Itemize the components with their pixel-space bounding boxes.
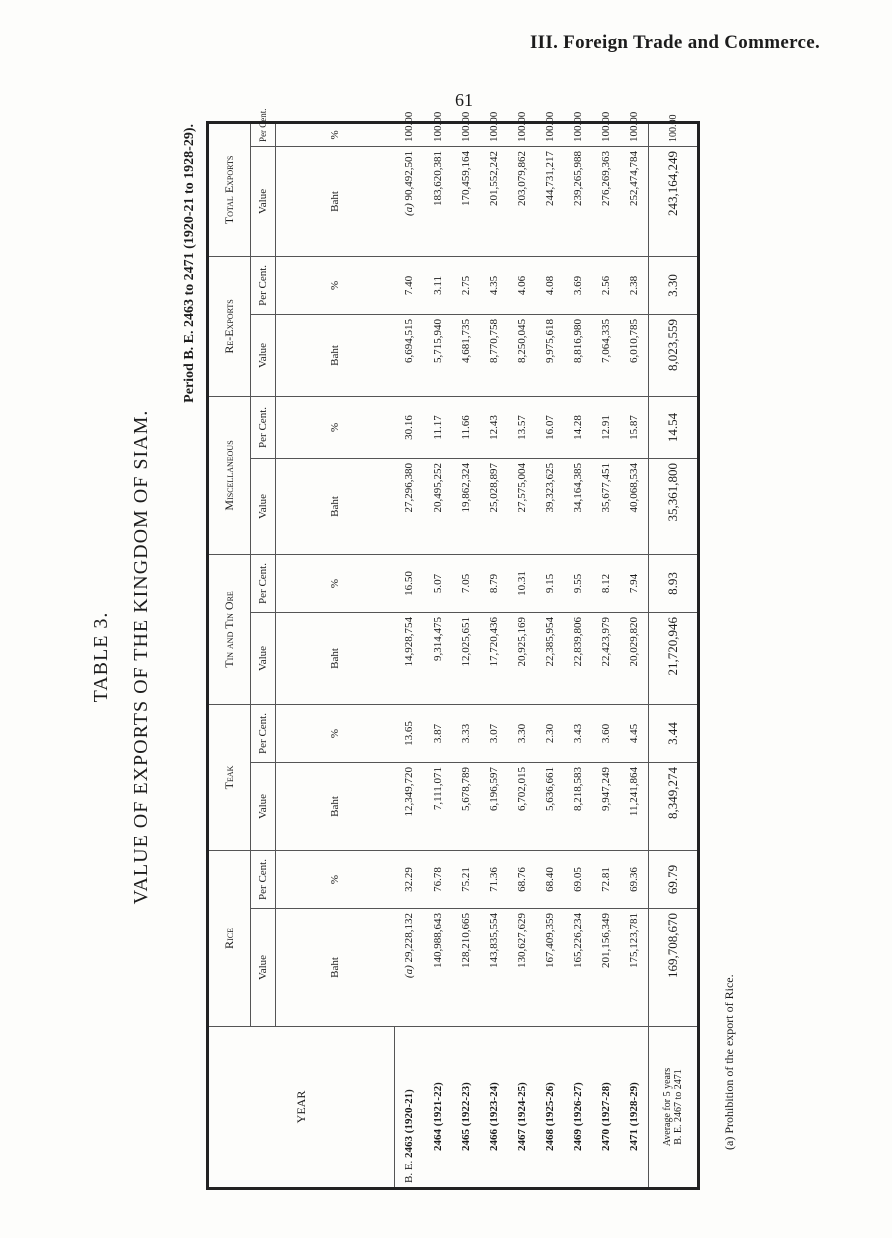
- misc-percent: 14.28: [564, 396, 592, 458]
- subheader-value: Value: [251, 612, 276, 704]
- tin-percent: 9.55: [564, 554, 592, 612]
- unit-percent: %: [276, 396, 395, 458]
- reexports-value: 5,715,940: [424, 314, 452, 396]
- average-row: [649, 122, 699, 1188]
- subheader-percent: Per Cent.: [251, 256, 276, 314]
- group-header-total: Total Exports: [208, 122, 251, 256]
- rice-value: 143,835,554: [480, 909, 508, 1027]
- page-number: 61: [455, 90, 473, 110]
- reexports-percent: 3.69: [564, 256, 592, 314]
- table-row: [620, 122, 649, 1188]
- tin-value: 22,423,979: [592, 612, 620, 704]
- year-label: 2466 (1923-24): [487, 1082, 500, 1151]
- total-value: 252,474,784: [620, 146, 649, 256]
- group-header-tin: Tin and Tin Ore: [208, 554, 251, 704]
- rice-percent: 76.78: [424, 850, 452, 908]
- tin-value: 22,385,954: [536, 612, 564, 704]
- avg-rice-percent: 69.79: [649, 850, 699, 908]
- teak-percent: 13.65: [395, 704, 424, 762]
- teak-percent: 4.45: [620, 704, 649, 762]
- year-cell: [395, 1027, 424, 1189]
- unit-baht: Baht: [276, 612, 395, 704]
- table-row: [592, 122, 620, 1188]
- tin-percent: 5.07: [424, 554, 452, 612]
- teak-percent: 3.60: [592, 704, 620, 762]
- reexports-value: 6,694,515: [395, 314, 424, 396]
- total-value: 239,265,988: [564, 146, 592, 256]
- misc-percent: 12.91: [592, 396, 620, 458]
- tin-percent: 7.05: [452, 554, 480, 612]
- unit-percent: %: [276, 850, 395, 908]
- rice-percent: 69.36: [620, 850, 649, 908]
- subheader-percent: Per Cent.: [251, 704, 276, 762]
- misc-percent: 15.87: [620, 396, 649, 458]
- rotated-table-block: [90, 108, 750, 1190]
- unit-baht: Baht: [276, 762, 395, 850]
- group-header-misc: Miscellaneous: [208, 396, 251, 554]
- avg-teak-percent: 3.44: [649, 704, 699, 762]
- subheader-value: Value: [251, 314, 276, 396]
- reexports-value: 8,816,980: [564, 314, 592, 396]
- year-column-header: YEAR: [208, 1027, 395, 1189]
- teak-value: 7,111,071: [424, 762, 452, 850]
- tin-value: 17,720,436: [480, 612, 508, 704]
- year-label: 2469 (1926-27): [571, 1082, 584, 1151]
- unit-baht: Baht: [276, 909, 395, 1027]
- teak-percent: 3.87: [424, 704, 452, 762]
- unit-baht: Baht: [276, 458, 395, 554]
- group-header-rice: Rice: [208, 850, 251, 1026]
- year-cell: [536, 1027, 564, 1189]
- avg-total-value: 243,164,249: [649, 146, 699, 256]
- footnote: (a) Prohibition of the export of Rice.: [722, 974, 736, 1150]
- misc-percent: 11.66: [452, 396, 480, 458]
- misc-value: 20,495,252: [424, 458, 452, 554]
- unit-percent: %: [276, 122, 395, 146]
- period-subtitle: Period B. E. 2463 to 2471 (1920-21 to 1928-29).: [182, 124, 197, 403]
- year-label: 2464 (1921-22): [431, 1082, 444, 1151]
- teak-value: 6,196,597: [480, 762, 508, 850]
- table-row: [424, 122, 452, 1188]
- avg-reexports-value: 8,023,559: [649, 314, 699, 396]
- misc-percent: 12.43: [480, 396, 508, 458]
- tin-percent: 9.15: [536, 554, 564, 612]
- rice-value: [395, 909, 424, 1027]
- subheader-percent: Per Cent.: [251, 850, 276, 908]
- teak-percent: 3.43: [564, 704, 592, 762]
- table-row: [480, 122, 508, 1188]
- avg-total-percent: 100.00: [649, 122, 699, 146]
- tin-value: 9,314,475: [424, 612, 452, 704]
- total-percent: 100.00: [452, 122, 480, 146]
- reexports-percent: 4.35: [480, 256, 508, 314]
- year-label: 2468 (1925-26): [543, 1082, 556, 1151]
- reexports-percent: 7.40: [395, 256, 424, 314]
- group-header-reexports: Re-Exports: [208, 256, 251, 396]
- exports-table: [206, 108, 700, 1190]
- unit-percent: %: [276, 256, 395, 314]
- subheader-value: Value: [251, 762, 276, 850]
- teak-value: 11,241,864: [620, 762, 649, 850]
- table-row: [452, 122, 480, 1188]
- unit-baht: Baht: [276, 314, 395, 396]
- total-percent: 100.00: [564, 122, 592, 146]
- average-label: [649, 1027, 699, 1189]
- total-percent: 100.00: [480, 122, 508, 146]
- reexports-percent: 2.75: [452, 256, 480, 314]
- reexports-percent: 2.56: [592, 256, 620, 314]
- avg-reexports-percent: 3.30: [649, 256, 699, 314]
- rice-percent: 68.76: [508, 850, 536, 908]
- tin-value: 22,839,806: [564, 612, 592, 704]
- subheader-percent: Per Cent.: [251, 554, 276, 612]
- teak-value: 5,678,789: [452, 762, 480, 850]
- misc-value: 19,862,324: [452, 458, 480, 554]
- unit-percent: %: [276, 554, 395, 612]
- table-number: TABLE 3.: [90, 611, 112, 703]
- teak-percent: 3.07: [480, 704, 508, 762]
- teak-value: 12,349,720: [395, 762, 424, 850]
- reexports-percent: 4.06: [508, 256, 536, 314]
- year-cell: [620, 1027, 649, 1189]
- teak-percent: 2.30: [536, 704, 564, 762]
- avg-rice-value: 169,708,670: [649, 909, 699, 1027]
- rice-value: 130,627,629: [508, 909, 536, 1027]
- rice-percent: 71.36: [480, 850, 508, 908]
- total-percent: 100.00: [592, 122, 620, 146]
- misc-value: 25,028,897: [480, 458, 508, 554]
- misc-percent: 13.57: [508, 396, 536, 458]
- rice-percent: 32.29: [395, 850, 424, 908]
- year-label: 2470 (1927-28): [600, 1082, 613, 1151]
- subheader-percent: Per Cent.: [251, 396, 276, 458]
- average-label-line2: B. E. 2467 to 2471: [673, 1069, 685, 1145]
- reexports-value: 4,681,735: [452, 314, 480, 396]
- be-prefix: B. E.: [403, 1160, 416, 1183]
- misc-value: 35,677,451: [592, 458, 620, 554]
- reexports-value: 7,064,335: [592, 314, 620, 396]
- tin-percent: 8.12: [592, 554, 620, 612]
- misc-value: 27,296,380: [395, 458, 424, 554]
- tin-value: 14,928,754: [395, 612, 424, 704]
- note-a-marker: (a): [403, 965, 416, 979]
- year-cell: [424, 1027, 452, 1189]
- total-value: 183,620,381: [424, 146, 452, 256]
- unit-baht: Baht: [276, 146, 395, 256]
- reexports-percent: 2.38: [620, 256, 649, 314]
- misc-percent: 16.07: [536, 396, 564, 458]
- total-percent: 100.00: [536, 122, 564, 146]
- rice-percent: 68.40: [536, 850, 564, 908]
- tin-percent: 8.79: [480, 554, 508, 612]
- reexports-value: 6,010,785: [620, 314, 649, 396]
- total-value: 276,269,363: [592, 146, 620, 256]
- table-row: [395, 122, 424, 1188]
- group-header-row: [208, 122, 251, 1188]
- running-head: III. Foreign Trade and Commerce.: [529, 32, 820, 53]
- teak-value: 9,947,249: [592, 762, 620, 850]
- year-cell: [592, 1027, 620, 1189]
- tin-value: 20,925,169: [508, 612, 536, 704]
- year-label: 2467 (1924-25): [515, 1082, 528, 1151]
- avg-tin-value: 21,720,946: [649, 612, 699, 704]
- total-value: 201,552,242: [480, 146, 508, 256]
- year-cell: [564, 1027, 592, 1189]
- tin-value: 12,025,651: [452, 612, 480, 704]
- reexports-percent: 3.11: [424, 256, 452, 314]
- year-cell: [508, 1027, 536, 1189]
- teak-value: 8,218,583: [564, 762, 592, 850]
- total-value: 244,731,217: [536, 146, 564, 256]
- total-value: 170,459,164: [452, 146, 480, 256]
- rice-value: 167,409,359: [536, 909, 564, 1027]
- rice-value: 165,226,234: [564, 909, 592, 1027]
- reexports-percent: 4.08: [536, 256, 564, 314]
- year-label: 2465 (1922-23): [459, 1082, 472, 1151]
- misc-percent: 11.17: [424, 396, 452, 458]
- avg-misc-value: 35,361,800: [649, 458, 699, 554]
- teak-value: 6,702,015: [508, 762, 536, 850]
- rice-value: 128,210,665: [452, 909, 480, 1027]
- reexports-value: 8,250,045: [508, 314, 536, 396]
- tin-value: 20,029,820: [620, 612, 649, 704]
- misc-value: 40,068,534: [620, 458, 649, 554]
- teak-percent: 3.33: [452, 704, 480, 762]
- reexports-value: 9,975,618: [536, 314, 564, 396]
- tin-percent: 16.50: [395, 554, 424, 612]
- total-value: [395, 146, 424, 256]
- total-percent: 100.00: [395, 122, 424, 146]
- subheader-value: Value: [251, 458, 276, 554]
- table-row: [564, 122, 592, 1188]
- total-percent: 100.00: [424, 122, 452, 146]
- total-percent: 100.00: [508, 122, 536, 146]
- rice-value: 201,156,349: [592, 909, 620, 1027]
- rice-value-text: 29,228,132: [403, 913, 416, 963]
- misc-percent: 30.16: [395, 396, 424, 458]
- total-percent: 100.00: [620, 122, 649, 146]
- rice-value: 140,988,643: [424, 909, 452, 1027]
- unit-percent: %: [276, 704, 395, 762]
- teak-percent: 3.30: [508, 704, 536, 762]
- table-row: [508, 122, 536, 1188]
- tin-percent: 7.94: [620, 554, 649, 612]
- misc-value: 34,164,385: [564, 458, 592, 554]
- year-label: 2463 (1920-21): [403, 1089, 416, 1158]
- teak-value: 5,636,661: [536, 762, 564, 850]
- table-row: [536, 122, 564, 1188]
- average-label-line1: Average for 5 years: [662, 1067, 674, 1147]
- avg-teak-value: 8,349,274: [649, 762, 699, 850]
- avg-tin-percent: 8.93: [649, 554, 699, 612]
- rice-percent: 69.05: [564, 850, 592, 908]
- note-a-marker: (a): [403, 203, 416, 217]
- table-title: VALUE OF EXPORTS OF THE KINGDOM OF SIAM.: [130, 409, 152, 905]
- year-cell: [480, 1027, 508, 1189]
- subheader-percent: Per Cent.: [251, 122, 276, 146]
- subheader-value: Value: [251, 146, 276, 256]
- misc-value: 39,323,625: [536, 458, 564, 554]
- total-value-text: 90,492,501: [403, 150, 416, 201]
- rice-percent: 75.21: [452, 850, 480, 908]
- avg-misc-percent: 14.54: [649, 396, 699, 458]
- group-header-teak: Teak: [208, 704, 251, 850]
- year-cell: [452, 1027, 480, 1189]
- rice-percent: 72.81: [592, 850, 620, 908]
- rice-value: 175,123,781: [620, 909, 649, 1027]
- total-value: 203,079,862: [508, 146, 536, 256]
- misc-value: 27,575,004: [508, 458, 536, 554]
- reexports-value: 8,770,758: [480, 314, 508, 396]
- tin-percent: 10.31: [508, 554, 536, 612]
- subheader-value: Value: [251, 909, 276, 1027]
- year-label: 2471 (1928-29): [628, 1082, 641, 1151]
